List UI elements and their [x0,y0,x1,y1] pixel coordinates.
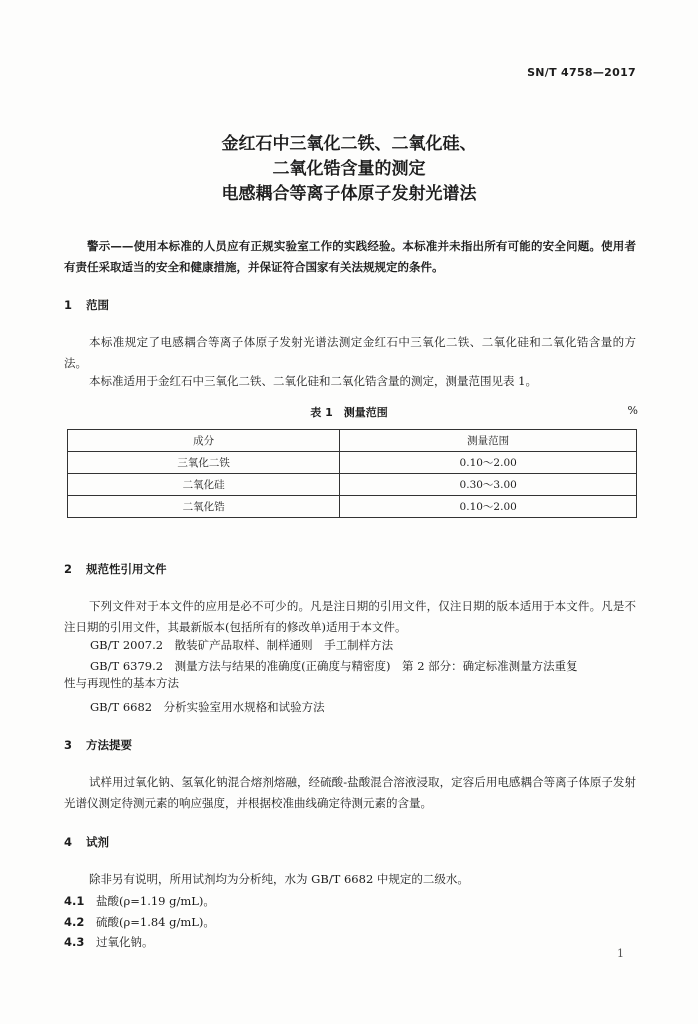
section-number: 1 [64,298,73,312]
table-cell: 三氧化二铁 [68,452,340,474]
reagent-number: 4.2 [64,915,85,929]
section-title: 试剂 [86,835,109,849]
section-title: 方法提要 [86,738,132,752]
reagent-item [64,934,154,950]
section-4-heading [64,834,109,850]
reagent-text: 盐酸(ρ=1.19 g/mL)。 [96,894,215,908]
document-title [0,132,698,207]
table-unit: % [627,404,638,417]
reference-item: GB/T 6379.2 测量方法与结果的准确度(正确度与精密度) 第 2 部分：确定标准测量方法重复 [90,659,578,673]
column-header: 成分 [68,430,340,452]
reagent-item [64,914,215,930]
section-title: 规范性引用文件 [86,562,167,576]
section-number: 4 [64,835,73,849]
reference-item: GB/T 2007.2 散装矿产品取样、制样通则 手工制样方法 [90,638,394,652]
reagent-item [64,893,215,909]
title-line-3: 电感耦合等离子体原子发射光谱法 [221,184,477,204]
standard-number: SN/T 4758—2017 [527,66,636,79]
section-1-heading [64,297,109,313]
table-row [68,474,637,496]
table-cell: 二氧化硅 [68,474,340,496]
warning-paragraph: 警示——使用本标准的人员应有正规实验室工作的实践经验。本标准并未指出所有可能的安全问题。使用者有责任采取适当的安全和健康措施，并保证符合国家有关法规规定的条件。 [64,239,636,274]
reagent-number: 4.1 [64,894,85,908]
normative-references-paragraph: 下列文件对于本文件的应用是必不可少的。凡是注日期的引用文件，仅注日期的版本适用于本文件。凡是不注日期的引用文件，其最新版本(包括所有的修改单)适用于本文件。 [64,599,636,634]
scope-paragraph-1: 本标准规定了电感耦合等离子体原子发射光谱法测定金红石中三氧化二铁、二氧化硅和二氧化锆含量的方法。 [64,335,636,370]
table-row [68,496,637,518]
scope-paragraph-2: 本标准适用于金红石中三氧化二铁、二氧化硅和二氧化锆含量的测定，测量范围见表 1。 [89,374,537,388]
reference-item-continuation: 性与再现性的基本方法 [64,676,179,690]
table-header-row [68,430,637,452]
column-header: 测量范围 [340,430,637,452]
reagent-number: 4.3 [64,935,85,949]
reference-item: GB/T 6682 分析实验室用水规格和试验方法 [90,700,325,714]
table-caption: 表 1 测量范围 [310,406,388,419]
title-line-1: 金红石中三氧化二铁、二氧化硅、 [221,134,477,154]
table-cell: 0.10～2.00 [340,452,637,474]
section-number: 2 [64,562,73,576]
title-line-2: 二氧化锆含量的测定 [272,159,426,179]
table-cell: 0.30～3.00 [340,474,637,496]
table-cell: 二氧化锆 [68,496,340,518]
method-summary-paragraph: 试样用过氧化钠、氢氧化钠混合熔剂熔融，经硫酸-盐酸混合溶液浸取，定容后用电感耦合等离子体原子发射光谱仪测定待测元素的响应强度，并根据校准曲线确定待测元素的含量。 [64,775,636,810]
page-number: 1 [617,947,624,960]
table-row [68,452,637,474]
reagents-paragraph: 除非另有说明，所用试剂均为分析纯，水为 GB/T 6682 中规定的二级水。 [89,872,469,886]
section-3-heading [64,737,132,753]
table-cell: 0.10～2.00 [340,496,637,518]
section-number: 3 [64,738,73,752]
reagent-text: 过氧化钠。 [96,935,154,949]
measurement-range-table [67,429,637,518]
section-2-heading [64,561,167,577]
section-title: 范围 [86,298,109,312]
reagent-text: 硫酸(ρ=1.84 g/mL)。 [96,915,215,929]
